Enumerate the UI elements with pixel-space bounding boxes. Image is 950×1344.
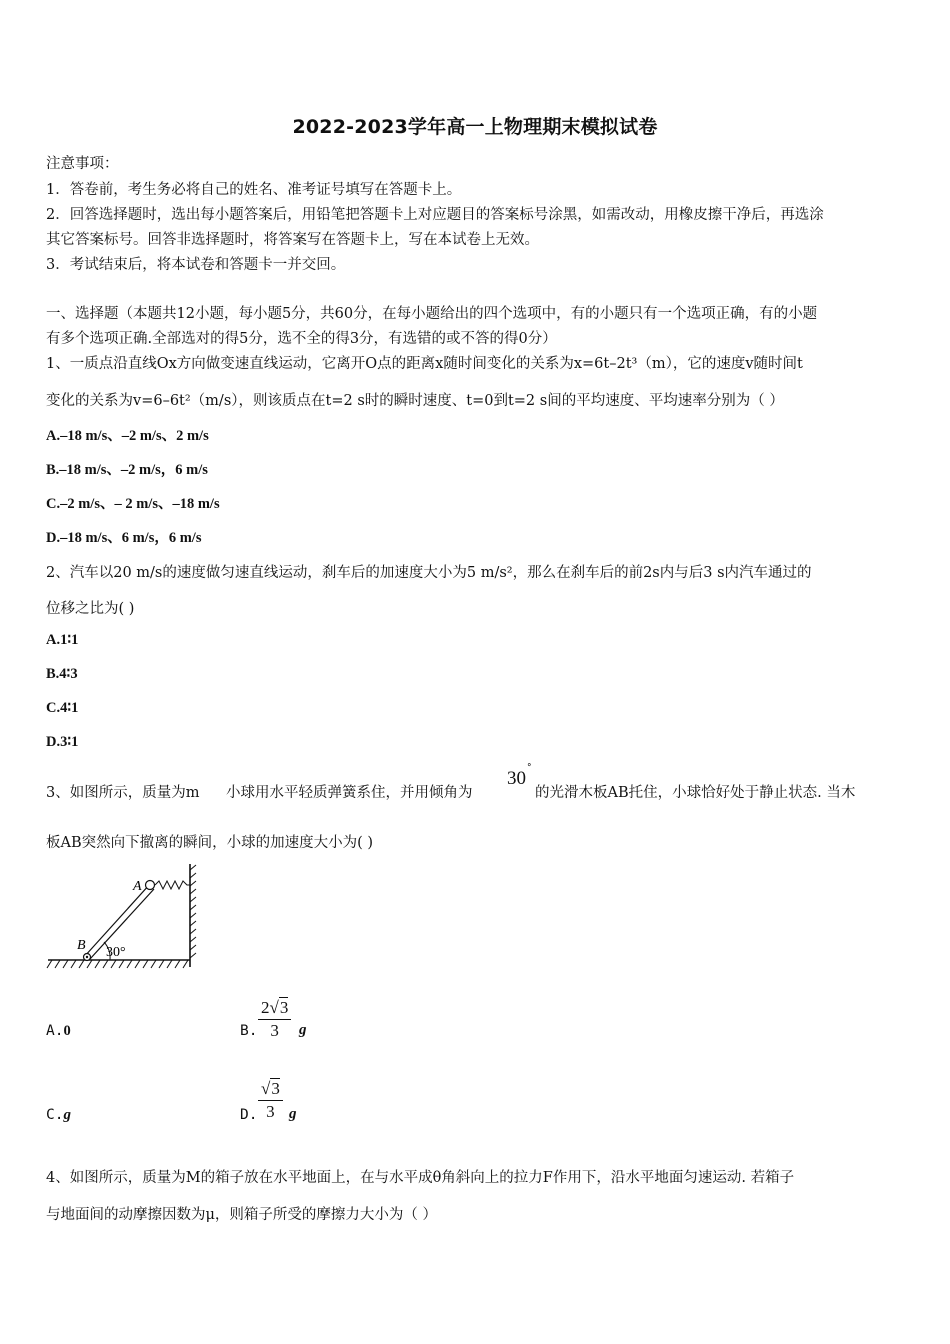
q4-stem-line2: 与地面间的动摩擦因数为μ，则箱子所受的摩擦力大小为（ ）	[46, 1207, 438, 1223]
q1-stem-line1: 1、一质点沿直线Ox方向做变速直线运动，它离开O点的距离x随时间变化的关系为x=6t–2t³（m），它的速度v随时间t	[46, 356, 803, 372]
wall-hatch	[190, 865, 196, 958]
q1-option-c: C.–2 m/s、– 2 m/s、–18 m/s	[46, 496, 220, 512]
q3-angle-degree: °	[527, 763, 532, 773]
q3-option-a	[46, 1023, 71, 1040]
q3-option-d-fraction	[258, 1079, 283, 1122]
q3-option-d-label: D.	[240, 1107, 258, 1123]
q3-stem-part2: 小球用水平轻质弹簧系住，并用倾角为	[226, 785, 473, 801]
q3-option-b-denominator: 3	[270, 1021, 279, 1040]
q3-angle-value: 30	[507, 768, 526, 789]
q3-option-d-denominator: 3	[266, 1102, 275, 1121]
q2-option-a: A.1∶1	[46, 632, 79, 648]
q3-stem-part3: 的光滑木板AB托住，小球恰好处于静止状态. 当木	[535, 785, 856, 801]
label-b: B	[77, 938, 86, 953]
q3-option-b-g: g	[299, 1022, 307, 1038]
angle-label: 30°	[106, 945, 126, 960]
ground-hatch	[47, 960, 188, 968]
q3-option-c	[46, 1107, 71, 1124]
q4-stem-line1: 4、如图所示，质量为M的箱子放在水平地面上，在与水平成θ角斜向上的拉力F作用下，沿水平地面匀速运动. 若箱子	[46, 1170, 795, 1186]
q1-option-d: D.–18 m/s、6 m/s，6 m/s	[46, 530, 202, 546]
page-title: 2022-2023学年高一上物理期末模拟试卷	[292, 116, 658, 138]
q3-figure	[44, 860, 204, 975]
q3-option-b-label: B.	[240, 1023, 258, 1039]
q3-option-c-label: C.	[46, 1107, 64, 1123]
q2-option-d: D.3∶1	[46, 734, 79, 750]
label-a: A	[133, 879, 142, 894]
spring-icon	[155, 881, 190, 889]
q3-option-b-numerator: 2√3	[258, 998, 291, 1020]
q3-option-a-value: 0	[63, 1023, 71, 1039]
q3-stem-part1: 3、如图所示，质量为m	[46, 785, 200, 801]
q3-option-d-g: g	[289, 1106, 297, 1122]
q3-stem-line2: 板AB突然向下撤离的瞬间，小球的加速度大小为( )	[46, 835, 374, 851]
q1-option-a: A.–18 m/s、–2 m/s、2 m/s	[46, 428, 209, 444]
section-heading-line2: 有多个选项正确.全部选对的得5分，选不全的得3分，有选错的或不答的得0分）	[46, 331, 557, 347]
q2-option-b: B.4∶3	[46, 666, 78, 682]
q2-stem-line1: 2、汽车以20 m/s的速度做匀速直线运动，刹车后的加速度大小为5 m/s²，那么在刹车后的前2s内与后3 s内汽车通过的	[46, 565, 812, 581]
q3-option-a-label: A.	[46, 1023, 64, 1039]
notice-heading: 注意事项：	[46, 156, 119, 172]
notice-item-1: 1．答卷前，考生务必将自己的姓名、准考证号填写在答题卡上。	[46, 182, 462, 198]
notice-item-2: 2．回答选择题时，选出每小题答案后，用铅笔把答题卡上对应题目的答案标号涂黑，如需改动，用橡皮擦干净后，再选涂	[46, 207, 824, 223]
ball-icon	[146, 881, 155, 890]
q1-option-b: B.–18 m/s、–2 m/s，6 m/s	[46, 462, 208, 478]
q3-option-c-g: g	[63, 1107, 71, 1123]
section-heading-line1: 一、选择题（本题共12小题，每小题5分，共60分，在每小题给出的四个选项中，有的小题只有一个选项正确，有的小题	[46, 306, 818, 322]
q1-stem-line2: 变化的关系为v=6–6t²（m/s），则该质点在t=2 s时的瞬时速度、t=0到t=2 s间的平均速度、平均速率分别为（ ）	[46, 393, 784, 409]
q3-option-b-fraction	[258, 998, 291, 1041]
q2-option-c: C.4∶1	[46, 700, 79, 716]
q2-stem-line2: 位移之比为( )	[46, 601, 135, 617]
notice-item-2-cont: 其它答案标号。回答非选择题时，将答案写在答题卡上，写在本试卷上无效。	[46, 232, 539, 248]
q3-option-d-numerator: √3	[258, 1079, 283, 1101]
notice-item-3: 3．考试结束后，将本试卷和答题卡一并交回。	[46, 257, 346, 273]
